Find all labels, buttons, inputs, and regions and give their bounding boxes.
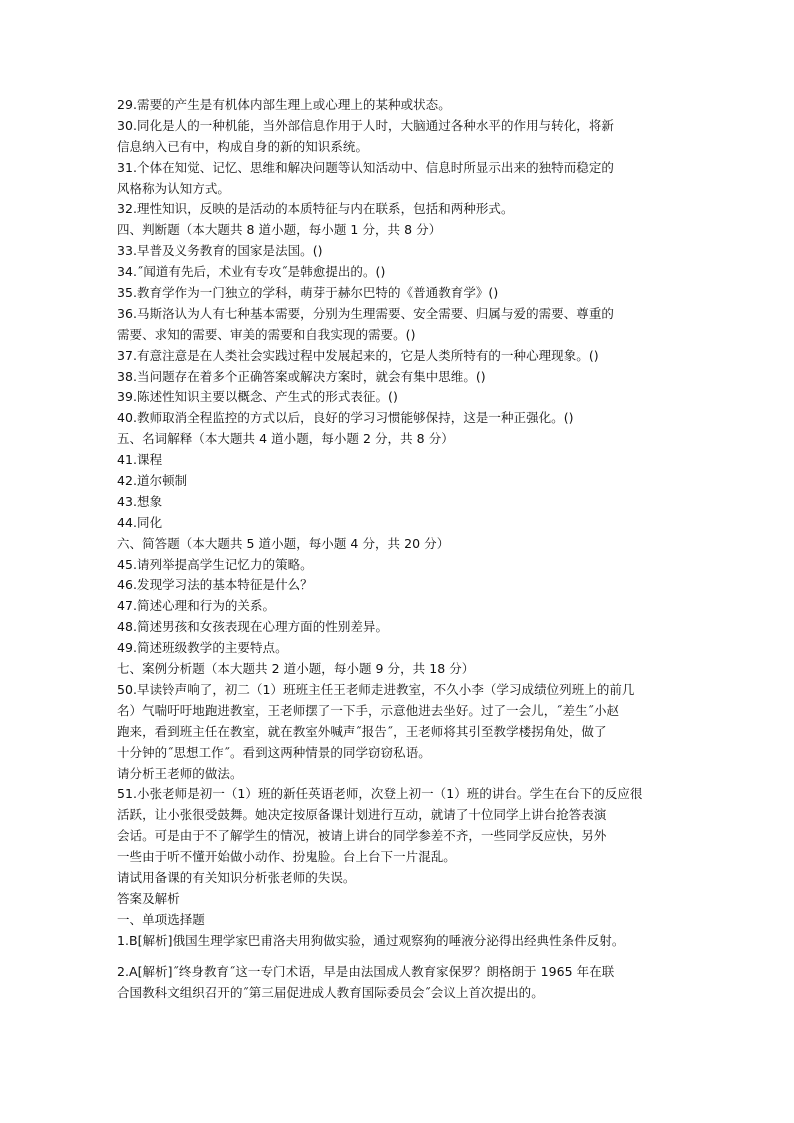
section-heading-terms: 五、名词解释（本大题共 4 道小题，每小题 2 分，共 8 分）: [117, 431, 454, 447]
answer-2-b: 合国教科文组织召开的˝第三届促进成人教育国际委员会˝会议上首次提出的。: [117, 984, 544, 1000]
line-q45: 45.请列举提高学生记忆力的策略。: [117, 556, 313, 572]
line-q29: 29.需要的产生是有机体内部生理上或心理上的某种或状态。: [117, 97, 451, 112]
line-q51-d: 一些由于听不懂开始做小动作、扮鬼脸。台上台下一片混乱。: [117, 849, 456, 865]
section-heading-case-analysis: 七、案例分析题（本大题共 2 道小题，每小题 9 分，共 18 分）: [117, 661, 475, 677]
line-q51-c: 会话。可是由于不了解学生的情况，被请上讲台的同学参差不齐，一些同学反应快，另外: [117, 828, 607, 844]
line-q43: 43.想象: [117, 493, 163, 509]
line-q50-c: 跑来，看到班主任在教室，就在教室外喊声˝报告˝，王老师将其引至教学楼拐角处，做了: [117, 723, 607, 739]
line-q30-b: 信息纳入已有中，构成自身的新的知识系统。: [117, 138, 369, 154]
line-q36-a: 36.马斯洛认为人有七种基本需要，分别为生理需要、安全需要、归属与爱的需要、尊重的: [117, 305, 614, 321]
line-q44: 44.同化: [117, 514, 163, 530]
line-q38: 38.当问题存在着多个正确答案或解决方案时，就会有集中思维。(): [117, 368, 486, 384]
line-q51-b: 活跃，让小张很受鼓舞。她决定按原备课计划进行互动，就请了十位同学上讲台抢答表演: [117, 807, 607, 823]
line-q42: 42.道尔顿制: [117, 473, 188, 489]
section-heading-single-choice: 一、单项选择题: [117, 911, 205, 927]
line-q41: 41.课程: [117, 452, 163, 468]
line-q31-a: 31.个体在知觉、记忆、思维和解决问题等认知活动中、信息时所显示出来的独特而稳定的: [117, 159, 614, 175]
line-q40: 40.教师取消全程监控的方式以后，良好的学习习惯能够保持，这是一种正强化。(): [117, 410, 574, 426]
line-q31-b: 风格称为认知方式。: [117, 180, 230, 196]
section-heading-short-answer: 六、简答题（本大题共 5 道小题，每小题 4 分，共 20 分）: [117, 535, 450, 551]
answers-heading: 答案及解析: [117, 890, 180, 906]
line-q47: 47.简述心理和行为的关系。: [117, 598, 276, 614]
line-q35: 35.教育学作为一门独立的学科，萌芽于赫尔巴特的《普通教育学》(): [117, 285, 499, 301]
line-q46: 46.发现学习法的基本特征是什么？: [117, 577, 313, 593]
line-q36-b: 需要、求知的需要、审美的需要和自我实现的需要。(): [117, 326, 416, 342]
line-q50-b: 名）气喘吁吁地跑进教室，王老师摆了一下手，示意他进去坐好。过了一会儿，˝差生˝小赵: [117, 702, 620, 718]
line-q50-a: 50.早读铃声响了，初二（1）班班主任王老师走进教室，不久小李（学习成绩位列班上的前几: [117, 681, 635, 697]
line-q50-prompt: 请分析王老师的做法。: [117, 765, 243, 781]
line-q33: 33.早普及义务教育的国家是法国。(): [117, 243, 323, 259]
line-q30-a: 30.同化是人的一种机能，当外部信息作用于人时，大脑通过各种水平的作用与转化，将新: [117, 117, 614, 133]
line-q51-a: 51.小张老师是初一（1）班的新任英语老师，次登上初一（1）班的讲台。学生在台下的反应很: [117, 786, 643, 802]
line-q32: 32.理性知识，反映的是活动的本质特征与内在联系，包括和两种形式。: [117, 201, 514, 217]
line-q48: 48.简述男孩和女孩表现在心理方面的性别差异。: [117, 619, 389, 635]
section-heading-judgment: 四、判断题（本大题共 8 道小题，每小题 1 分，共 8 分）: [117, 222, 442, 238]
document-page: [117, 95, 687, 1004]
line-q39: 39.陈述性知识主要以概念、产生式的形式表征。(): [117, 389, 398, 405]
line-q49: 49.简述班级教学的主要特点。: [117, 640, 288, 656]
line-q37: 37.有意注意是在人类社会实践过程中发展起来的，它是人类所特有的一种心理现象。(): [117, 347, 599, 363]
line-q51-prompt: 请试用备课的有关知识分析张老师的失误。: [117, 869, 356, 885]
line-q50-d: 十分钟的˝思想工作˝。看到这两种情景的同学窃窃私语。: [117, 744, 431, 760]
answer-1: 1.B[解析]俄国生理学家巴甫洛夫用狗做实验，通过观察狗的唾液分泌得出经典性条件反射。: [117, 932, 625, 948]
line-q34: 34.˝闻道有先后，术业有专攻˝是韩愈提出的。(): [117, 264, 386, 280]
answer-2-a: 2.A[解析]˝终身教育˝这一专门术语，早是由法国成人教育家保罗？朗格朗于 1965 年在联: [117, 964, 615, 980]
